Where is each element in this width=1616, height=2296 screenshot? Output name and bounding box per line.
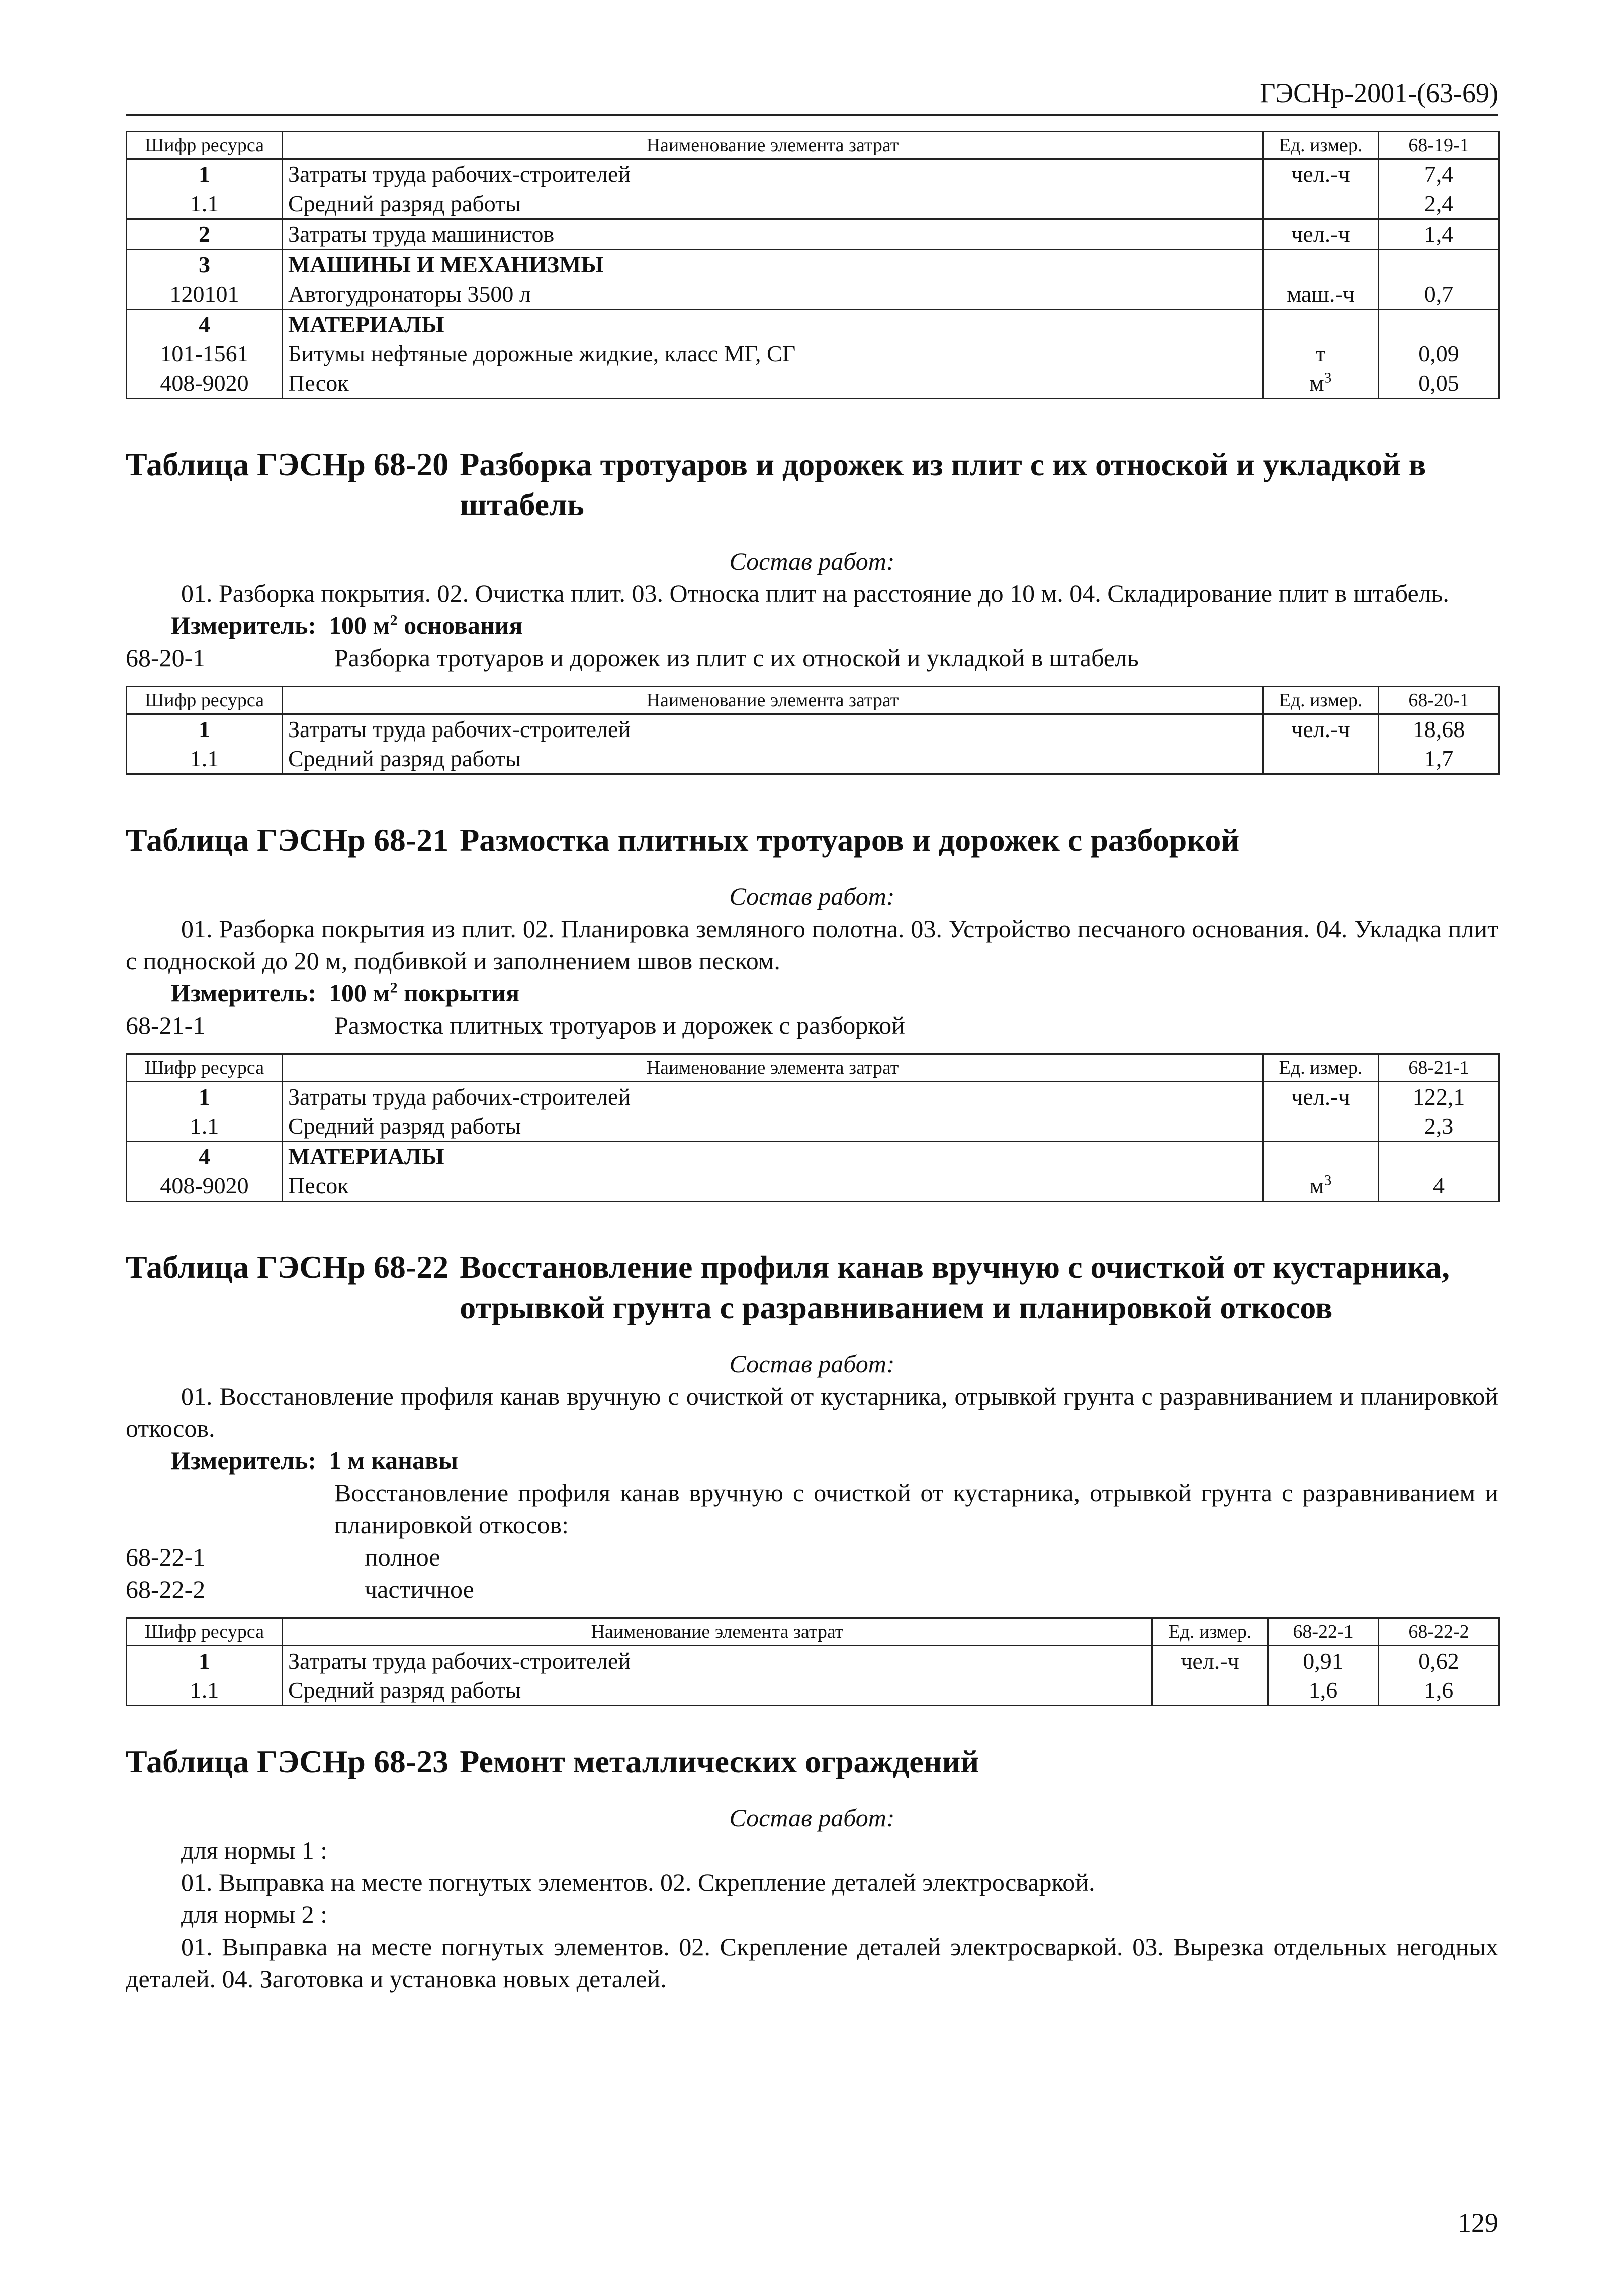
col-header-code: Шифр ресурса [127,687,283,714]
cell-name: Песок [283,369,1263,399]
cell-unit [1263,250,1379,280]
measure-label: Измеритель: [171,1446,317,1475]
col-header-norm: 68-19-1 [1379,132,1499,159]
cell-value: 122,1 [1379,1082,1499,1112]
works-description: 01. Разборка покрытия. 02. Очистка плит. 03. Относка плит на расстояние до 10 м. 04. Складирование плит в штабель. [181,579,1449,607]
col-header-name: Наименование элемента затрат [283,1054,1263,1082]
cell-code: 3 [127,250,283,280]
cell-value: 2,4 [1379,189,1499,219]
document-code-header: ГЭСНр-2001-(63-69) [126,75,1498,116]
cell-value: 1,4 [1379,219,1499,250]
table-title: Разборка тротуаров и дорожек из плит с их отноской и укладкой в штабель [460,446,1426,522]
works-caption: Состав работ: [729,1350,895,1378]
norm-line [126,641,1498,674]
cell-value: 0,09 [1379,339,1499,369]
cell-unit: чел.-ч [1152,1646,1268,1676]
cell-code: 1 [127,1646,283,1676]
section-title [126,820,1498,860]
norm-1-label: для нормы 1 : [181,1836,328,1864]
cell-value: 0,7 [1379,280,1499,310]
col-header-code: Шифр ресурса [127,1618,283,1646]
cell-value: 0,91 [1268,1646,1379,1676]
cell-value: 1,6 [1268,1676,1379,1706]
table-header-row [127,132,1499,159]
cell-code: 408-9020 [127,369,283,399]
unit-exponent: 3 [1324,1172,1332,1189]
section-68-22 [126,1247,1498,1706]
table-row [127,219,1499,250]
table-label: Таблица ГЭСНр 68-20 [126,446,449,482]
cell-unit: т [1263,339,1379,369]
col-header-unit: Ед. измер. [1263,1054,1379,1082]
cell-value: 7,4 [1379,159,1499,190]
table-label: Таблица ГЭСНр 68-22 [126,1249,449,1285]
cell-code: 408-9020 [127,1171,283,1202]
table-label: Таблица ГЭСНр 68-23 [126,1743,449,1779]
table-title: Восстановление профиля канав вручную с очисткой от кустарника, отрывкой грунта с разравниванием и планировкой откосов [460,1249,1450,1325]
unit-exponent: 3 [1324,369,1332,386]
works-caption: Состав работ: [729,882,895,910]
measure-object: покрытия [397,979,519,1007]
cell-value: 1,7 [1379,744,1499,774]
measure-exponent: 2 [390,612,398,629]
measure-line [171,1444,1498,1477]
cell-code: 1 [127,159,283,190]
section-title [126,1247,1498,1328]
cell-value: 0,05 [1379,369,1499,399]
cell-value [1379,310,1499,340]
col-header-name: Наименование элемента затрат [283,132,1263,159]
cell-name: Затраты труда рабочих-строителей [283,714,1263,745]
cell-code: 4 [127,1142,283,1172]
cell-unit [1263,1142,1379,1172]
norm-code: 68-21-1 [126,1011,206,1039]
cell-code: 1.1 [127,1112,283,1142]
page [126,75,1498,1995]
table-row [127,714,1499,745]
measure-value: 1 м канавы [329,1446,459,1475]
cell-unit: чел.-ч [1263,1082,1379,1112]
table-label: Таблица ГЭСНр 68-21 [126,822,449,858]
cell-code: 1 [127,714,283,745]
cell-unit: маш.-ч [1263,280,1379,310]
page-number: 129 [1458,2208,1498,2238]
col-header-norm: 68-21-1 [1379,1054,1499,1082]
cell-value: 0,62 [1379,1646,1499,1676]
col-header-unit: Ед. измер. [1263,132,1379,159]
table-row [127,310,1499,340]
cell-section-title: МАШИНЫ И МЕХАНИЗМЫ [283,250,1263,280]
table-row [127,250,1499,280]
cell-value [1379,250,1499,280]
cell-name: Средний разряд работы [283,189,1263,219]
cell-code: 4 [127,310,283,340]
section-title [126,1741,1498,1782]
cell-code: 101-1561 [127,339,283,369]
cell-section-title: МАТЕРИАЛЫ [283,1142,1263,1172]
table-row [127,189,1499,219]
cell-value: 2,3 [1379,1112,1499,1142]
resource-table-68-22 [126,1617,1500,1706]
measure-exponent: 2 [390,979,398,996]
cell-name: Затраты труда машинистов [283,219,1263,250]
section-68-21 [126,820,1498,1202]
cell-name: Песок [283,1171,1263,1202]
norm-name: полное [365,1543,440,1571]
table-row [127,159,1499,190]
col-header-unit: Ед. измер. [1152,1618,1268,1646]
cell-value: 1,6 [1379,1676,1499,1706]
cell-value: 18,68 [1379,714,1499,745]
cell-name: Затраты труда рабочих-строителей [283,1082,1263,1112]
section-68-20 [126,444,1498,775]
unit-text: м [1309,370,1324,396]
col-header-code: Шифр ресурса [127,132,283,159]
norm-2-label: для нормы 2 : [181,1900,328,1928]
norm-name: Размостка плитных тротуаров и дорожек с разборкой [334,1011,905,1039]
unit-text: м [1309,1173,1324,1199]
cell-name: Автогудронаторы 3500 л [283,280,1263,310]
norm-code: 68-20-1 [126,644,206,672]
cell-code: 120101 [127,280,283,310]
table-row [127,1082,1499,1112]
col-header-name: Наименование элемента затрат [283,687,1263,714]
measure-value: 100 м [329,611,390,639]
norm-2-works: 01. Выправка на месте погнутых элементов. 02. Скрепление деталей электросваркой. 03. Вырезка отдельных негодных деталей. 04. Заготовка и установка новых деталей. [126,1933,1498,1993]
measure-label: Измеритель: [171,979,317,1007]
table-header-row [127,1618,1499,1646]
norm-1-works: 01. Выправка на месте погнутых элементов. 02. Скрепление деталей электросваркой. [181,1868,1095,1896]
section-68-23 [126,1741,1498,1995]
col-header-norm-1: 68-22-1 [1268,1618,1379,1646]
works-caption: Состав работ: [729,547,895,575]
cell-unit: чел.-ч [1263,159,1379,190]
resource-table-68-19 [126,131,1500,399]
table-row [127,369,1499,399]
works-description: 01. Восстановление профиля канав вручную с очисткой от кустарника, отрывкой грунта с разравниванием и планировкой откосов. [126,1382,1498,1442]
cell-value [1379,1142,1499,1172]
cell-name: Битумы нефтяные дорожные жидкие, класс МГ, СГ [283,339,1263,369]
section-title [126,444,1498,525]
col-header-norm: 68-20-1 [1379,687,1499,714]
col-header-norm-2: 68-22-2 [1379,1618,1499,1646]
cell-code: 1 [127,1082,283,1112]
table-header-row [127,687,1499,714]
cell-unit [1263,744,1379,774]
works-description: 01. Разборка покрытия из плит. 02. Планировка земляного полотна. 03. Устройство песчаного основания. 04. Укладка плит с подноской до 20 м, подбивкой и заполнением швов песком. [126,914,1498,975]
cell-code: 1.1 [127,744,283,774]
cell-unit: чел.-ч [1263,219,1379,250]
cell-unit [1263,369,1379,399]
measure-line [171,609,1498,641]
norm-name: частичное [365,1575,474,1603]
table-title: Размостка плитных тротуаров и дорожек с разборкой [460,822,1240,858]
table-row [127,1646,1499,1676]
measure-line [171,977,1498,1009]
cell-name: Средний разряд работы [283,1112,1263,1142]
table-row [127,1142,1499,1172]
measure-label: Измеритель: [171,611,317,639]
cell-code: 2 [127,219,283,250]
cell-name: Затраты труда рабочих-строителей [283,1646,1152,1676]
norm-name: Разборка тротуаров и дорожек из плит с их отноской и укладкой в штабель [334,644,1139,672]
table-row [127,1676,1499,1706]
measure-value: 100 м [329,979,390,1007]
cell-value: 4 [1379,1171,1499,1202]
cell-code: 1.1 [127,189,283,219]
table-title: Ремонт металлических ограждений [460,1743,979,1779]
col-header-code: Шифр ресурса [127,1054,283,1082]
resource-table-68-20 [126,686,1500,775]
cell-unit [1152,1676,1268,1706]
table-row [127,1112,1499,1142]
cell-name: Средний разряд работы [283,1676,1152,1706]
measure-object: основания [397,611,523,639]
cell-code: 1.1 [127,1676,283,1706]
cell-name: Средний разряд работы [283,744,1263,774]
norm-intro: Восстановление профиля канав вручную с очисткой от кустарника, отрывкой грунта с разравниванием и планировкой откосов: [334,1479,1498,1539]
norm-line [126,1009,1498,1041]
norm-line [126,1541,1498,1573]
table-row [127,339,1499,369]
cell-name: Затраты труда рабочих-строителей [283,159,1263,190]
table-row [127,280,1499,310]
norm-code: 68-22-2 [126,1575,206,1603]
cell-unit [1263,189,1379,219]
table-row [127,1171,1499,1202]
resource-table-68-21 [126,1053,1500,1202]
norm-code: 68-22-1 [126,1543,206,1571]
cell-unit [1263,1112,1379,1142]
table-row [127,744,1499,774]
cell-unit: чел.-ч [1263,714,1379,745]
table-header-row [127,1054,1499,1082]
cell-unit [1263,310,1379,340]
col-header-name: Наименование элемента затрат [283,1618,1152,1646]
cell-section-title: МАТЕРИАЛЫ [283,310,1263,340]
norm-line [126,1573,1498,1605]
cell-unit [1263,1171,1379,1202]
works-caption: Состав работ: [729,1804,895,1832]
col-header-unit: Ед. измер. [1263,687,1379,714]
